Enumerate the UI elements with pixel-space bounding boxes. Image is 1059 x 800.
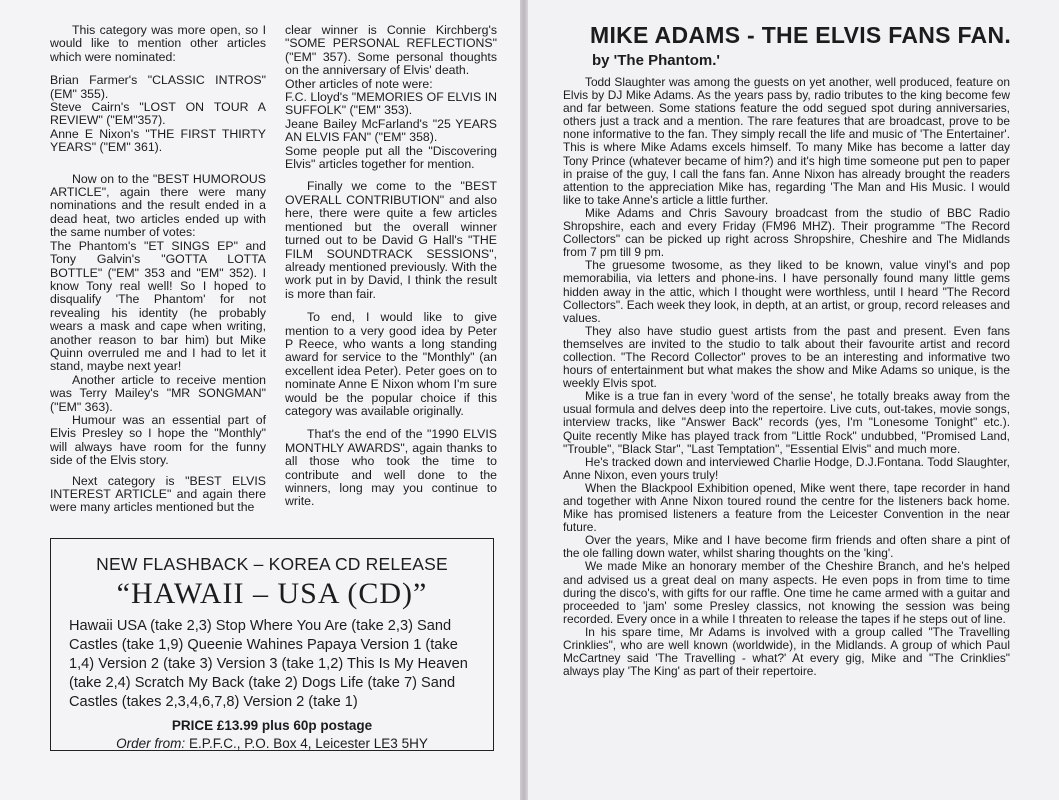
paragraph: When the Blackpool Exhibition opened, Mike went there, tape recorder in hand and together with Anne Nixon toured round the centre for the listeners back home. Mike has promised listeners a feature from the Leicester Convention in the near future.: [563, 480, 1010, 535]
advert-title: “HAWAII – USA (CD)”: [116, 577, 428, 610]
paragraph: That's the end of the "1990 ELVIS MONTHLY AWARDS", again thanks to all those who took the time to contribute and well done to the winners, long may you continue to write.: [285, 427, 497, 509]
paragraph: Some people put all the "Discovering Elvis" articles together for mention.: [285, 143, 497, 172]
left-column-2: [285, 24, 497, 519]
paragraph: They also have studio guest artists from the past and present. Even fans themselves are invited to the studio to talk about their favourite artist and record collection. "The Record Collector" proves to be an interesting and informative two hours of entertainment but what makes the show and Mike Adams so unique, is the weekly Elvis spot.: [563, 323, 1010, 391]
paragraph: We made Mike an honorary member of the Cheshire Branch, and he's helped and advised us a great deal on many aspects. He even pops in from time to time during the disco's, with gifts for our raffle. One time he came armed with a guitar and proceeded to 'jam' some Presley classics, not knowing the session was being recorded. Every once in a while I threaten to release the tapes if he steps out of line.: [563, 559, 1010, 626]
paragraph: In his spare time, Mr Adams is involved with a group called "The Travelling Crinklies", who are well known (worldwide), in the Midlands. A group of which Paul McCartney said 'The Travelling - what?' At every gig, Mike and "The Crinklies" always play 'The King' as part of their repertoire.: [563, 624, 1010, 679]
paragraph: clear winner is Connie Kirchberg's "SOME PERSONAL REFLECTIONS" ("EM" 357). Some personal thoughts on the anniversary of Elvis' death.: [285, 23, 497, 78]
paragraph: Humour was an essential part of Elvis Presley so I hope the "Monthly" will always have room for the funny side of the Elvis story.: [50, 412, 266, 468]
paragraph: Finally we come to the "BEST OVERALL CONTRIBUTION" and also here, there were quite a few articles mentioned but the overall winner turned out to be David G Hall's "THE FILM SOUNDTRACK SESSIONS", already mentioned previously. With the work put in by David, I think the result is more than fair.: [285, 179, 497, 301]
advert-tracklist: Hawaii USA (take 2,3) Stop Where You Are (take 2,3) Sand Castles (take 1,9) Queenie Wahines Papaya Version 1 (take 1,4) Version 2 (take 3) Version 3 (take 1,2) This Is My Heaven (take 2,4) Scratch My Back (take 2) Dogs Life (take 7) Sand Castles (takes 2,3,4,6,7,8) Version 2 (take 1): [69, 618, 468, 710]
paragraph: The gruesome twosome, as they liked to be known, value vinyl's and pop memorabilia, via letters and phone-ins. I have personally found many little gems hidden away in the attic, which I thought were worthless, until I heard "The Record Collectors". Each week they look, in depth, at an artist, or group, record releases and values.: [563, 258, 1010, 325]
article-byline: by 'The Phantom.': [592, 52, 720, 69]
advert-headline: NEW FLASHBACK – KOREA CD RELEASE: [96, 554, 448, 574]
advert-price: PRICE £13.99 plus 60p postage: [171, 718, 373, 733]
paragraph: Anne E Nixon's "THE FIRST THIRTY YEARS" ("EM" 361).: [50, 126, 266, 155]
order-label: Order from:: [116, 736, 186, 751]
paragraph: Mike is a true fan in every 'word of the sense', he totally breaks away from the usual formula and delves deep into the repertoire. Live cuts, out-takes, movie songs, interview tracks, like "Answer Back" records (yes, I'm "Lonesome Tonight" etc.). Quite recently Mike has played track from "Little Rock" undubbed, "Promised Land, "Trouble", "Black Star", "Last Temptation", "Essential Elvis" and much more.: [563, 389, 1010, 456]
paragraph: Brian Farmer's "CLASSIC INTROS" (EM" 355).: [50, 73, 266, 101]
paragraph: The Phantom's "ET SINGS EP" and Tony Galvin's "GOTTA LOTTA BOTTLE" ("EM" 353 and "EM" 352). I know Tony real well! So I hoped to disqualify 'The Phantom' for not revealing his identity (he probably wears a mask and cape when writing, another reason to bar him) but Mike Quinn overruled me and I had to let it stand, maybe next year!: [50, 238, 266, 374]
page-gutter: [520, 0, 528, 800]
paragraph: He's tracked down and interviewed Charlie Hodge, D.J.Fontana. Todd Slaughter, Anne Nixon, even yours truly!: [563, 454, 1010, 482]
left-column-1: [50, 24, 266, 515]
paragraph: Another article to receive mention was Terry Mailey's "MR SONGMAN" ("EM" 363).: [50, 372, 266, 414]
paragraph: This category was more open, so I would like to mention other articles which were nominated:: [50, 23, 266, 64]
advert-order-info: [51, 736, 493, 751]
paragraph: Now on to the "BEST HUMOROUS ARTICLE", again there were many nominations and the result ended in a dead heat, two articles ended up with the same number of votes:: [50, 171, 266, 240]
paragraph: Steve Cairn's "LOST ON TOUR A REVIEW" ("EM"357).: [50, 100, 266, 128]
cd-release-advert: [50, 538, 494, 751]
left-page: [0, 0, 520, 800]
paragraph: Over the years, Mike and I have become firm friends and often share a pint of the ole falling down water, whilst sharing thoughts on the 'king'.: [563, 533, 1010, 561]
article-title: MIKE ADAMS - THE ELVIS FANS FAN.: [590, 22, 1012, 48]
paragraph: Jeane Bailey McFarland's "25 YEARS AN ELVIS FAN" ("EM" 358).: [285, 116, 497, 145]
article-body: [563, 76, 1010, 678]
paragraph: To end, I would like to give mention to a very good idea by Peter P Reece, who wants a long standing award for service to the "Monthly" (an excellent idea Peter). Peter goes on to nominate Anne E Nixon whom I'm sure would be the popular choice if this category was available originally.: [285, 310, 497, 418]
paragraph: Other articles of note were:: [285, 76, 433, 91]
paragraph: F.C. Lloyd's "MEMORIES OF ELVIS IN SUFFOLK" ("EM" 353).: [285, 90, 497, 118]
order-address: E.P.F.C., P.O. Box 4, Leicester LE3 5HY: [188, 736, 428, 751]
paragraph: Todd Slaughter was among the guests on yet another, well produced, feature on Elvis by DJ Mike Adams. As the years pass by, radio tributes to the king become few and far between. Some stations feature the odd segued spot during anniversaries, others just a track and a mention. The rare features that are broadcast, prove to be none informative to the fan. They simply recall the life and music of 'The Entertainer'. This is where Mike Adams excels himself. To many Mike has become a latter day Tony Prince (whatever became of him?) and it's high time someone put pen to paper in praise of the guy, I call the fans fan. Anne Nixon has already brought the readers attention to the appreciation Mike has, regarding 'The Man and His Music. I would like to take Anne's article a little further.: [563, 75, 1010, 207]
paragraph: Mike Adams and Chris Savoury broadcast from the studio of BBC Radio Shropshire, each and every Friday (FM96 MHZ). Their programme "The Record Collectors" can be picked up right across Shropshire, Cheshire and The Midlands from 7 pm till 9 pm.: [563, 205, 1010, 260]
paragraph: Next category is "BEST ELVIS INTEREST ARTICLE" and again there were many articles mentioned but the: [50, 473, 266, 515]
